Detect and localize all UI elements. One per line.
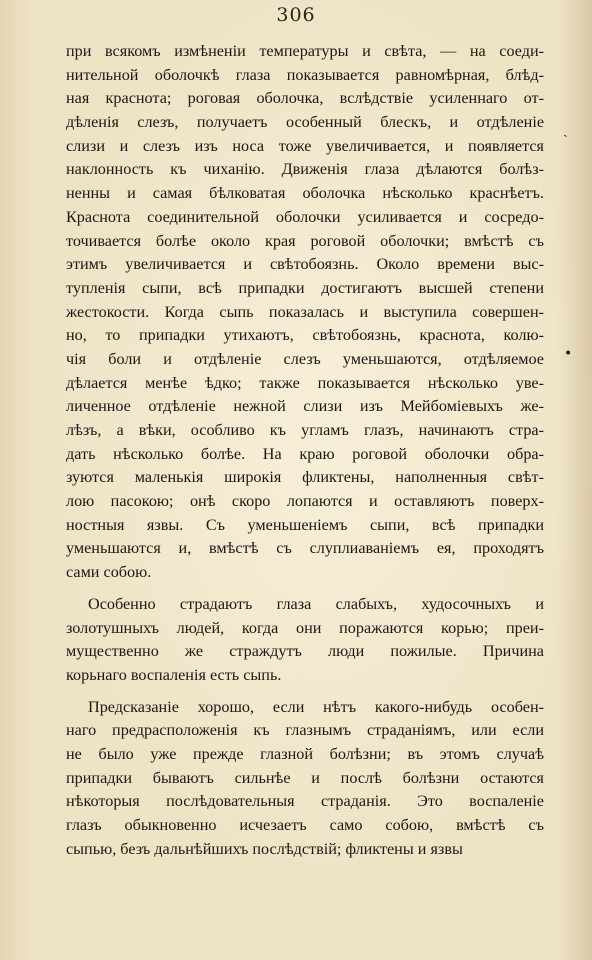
text-line: глазъ обыкновенно исчезаетъ само собою, вмѣстѣ съ bbox=[66, 816, 544, 834]
text-line: лою пасокою; онѣ скоро лопаются и оставляютъ поверх- bbox=[66, 492, 544, 511]
text-line: уменьшаются и, вмѣстѣ съ слуплиаваніемъ ея, проходятъ bbox=[66, 539, 544, 558]
text-line: слизи и слезъ изъ носа тоже увеличивается, и появляется bbox=[66, 136, 544, 155]
text-line: личенное отдѣленіе нежной слизи изъ Мейбоміевыхъ же- bbox=[66, 397, 544, 416]
text-line: зуются маленькія широкія фликтены, наполненныя свѣт- bbox=[66, 468, 544, 487]
text-line: тупленія сыпи, всѣ припадки достигаютъ высшей степени bbox=[66, 278, 544, 297]
text-line: мущественно же страждутъ люди пожилые. Причина bbox=[66, 642, 544, 661]
text-line: корьнаго воспаленія есть сыпь. bbox=[66, 665, 282, 684]
text-line: сыпью, безъ дальнѣйшихъ послѣдствій; фликтены и язвы bbox=[66, 839, 463, 858]
text-line: но, то припадки утихаютъ, свѣтобоязнь, краснота, колю- bbox=[66, 326, 544, 345]
text-line: при всякомъ измѣненіи температуры и свѣта, — на соеди- bbox=[66, 42, 544, 60]
paragraph bbox=[66, 696, 544, 862]
body-text bbox=[66, 40, 544, 861]
text-line: жестокости. Когда сыпь показалась и выступила совершен- bbox=[66, 302, 544, 321]
margin-mark: • bbox=[564, 346, 573, 362]
text-line: ностныя язвы. Съ уменьшеніемъ сыпи, всѣ припадки bbox=[66, 515, 544, 534]
text-line: дѣлается менѣе ѣдко; также показывается нѣсколько уве- bbox=[66, 373, 544, 392]
text-line: наклонность къ чиханію. Движенія глаза дѣлаются болѣз- bbox=[66, 160, 544, 179]
text-line: точивается болѣе около края роговой оболочки; вмѣстѣ съ bbox=[66, 231, 544, 250]
text-line: сами собою. bbox=[66, 563, 152, 582]
text-line: чія боли и отдѣленіе слезъ уменьшаются, отдѣляемое bbox=[66, 349, 544, 368]
text-line: лѣзъ, а вѣки, особливо къ угламъ глазъ, начинаютъ стра- bbox=[66, 421, 544, 439]
text-line: дать нѣсколько болѣе. На краю роговой оболочки обра- bbox=[66, 444, 544, 463]
text-line: этимъ увеличивается и свѣтобоязнь. Около времени выс- bbox=[66, 255, 544, 274]
page-number: 306 bbox=[276, 4, 316, 26]
margin-mark: ˏ bbox=[563, 122, 568, 138]
text-line: Краснота соединительной оболочки усиливается и сосредо- bbox=[66, 207, 544, 226]
text-line: припадки бываютъ сильнѣе и послѣ болѣзни остаются bbox=[66, 768, 544, 787]
text-line: наго предрасположенія къ глазнымъ страданіямъ, или если bbox=[66, 721, 544, 740]
text-line: ная краснота; роговая оболочка, вслѣдствіе усиленнаго от- bbox=[66, 89, 544, 108]
text-line: Предсказаніе хорошо, если нѣтъ какого-нибудь особен- bbox=[88, 697, 544, 716]
paragraph bbox=[66, 593, 544, 688]
text-line: нѣкоторыя послѣдовательныя страданія. Это воспаленіе bbox=[66, 792, 544, 811]
text-line: не было уже прежде глазной болѣзни; въ этомъ случаѣ bbox=[66, 744, 544, 763]
text-line: Особенно страдаютъ глаза слабыхъ, худосочныхъ и bbox=[88, 594, 544, 613]
text-line: ненны и самая бѣлковатая оболочка нѣсколько краснѣетъ. bbox=[66, 184, 544, 203]
text-line: золотушныхъ людей, когда они поражаются корью; преи- bbox=[66, 618, 544, 637]
text-line: нительной оболочкѣ глаза показывается равномѣрная, блѣд- bbox=[66, 65, 544, 84]
text-line: дѣленія слезъ, получаетъ особенный блескъ, и отдѣленіе bbox=[66, 113, 544, 132]
paragraph bbox=[66, 40, 544, 585]
